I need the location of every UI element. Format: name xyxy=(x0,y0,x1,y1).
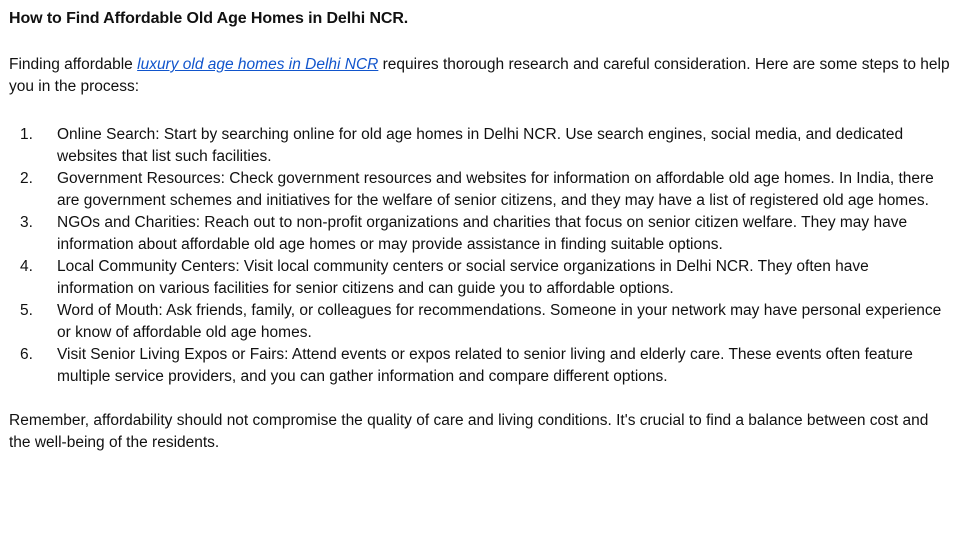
list-item xyxy=(9,300,950,344)
intro-text-after-link: requires thorough research and careful consideration. Here are some steps to help you in the process: xyxy=(9,56,950,95)
list-item xyxy=(9,124,950,168)
list-item xyxy=(9,256,950,300)
list-item-text: Online Search: Start by searching online for old age homes in Delhi NCR. Use search engines, social media, and dedicated websites that list such facilities. xyxy=(57,126,904,165)
list-item xyxy=(9,212,950,256)
list-item-number: 4. xyxy=(20,258,33,275)
list-item-text: Government Resources: Check government resources and websites for information on affordable old age homes. In India, there are government schemes and initiatives for the welfare of senior citizens, and they may have a list of registered old age homes. xyxy=(57,170,934,209)
list-item-text: Visit Senior Living Expos or Fairs: Attend events or expos related to senior living and elderly care. These events often feature multiple service providers, and you can gather information and compare different options. xyxy=(57,346,913,385)
intro-paragraph xyxy=(9,54,950,98)
list-item xyxy=(9,168,950,212)
list-item-number: 3. xyxy=(20,214,33,231)
list-item xyxy=(9,344,950,388)
list-item-text: Local Community Centers: Visit local community centers or social service organizations in Delhi NCR. They often have information on various facilities for senior citizens and can guide you to affordable options. xyxy=(57,258,869,297)
intro-text-before-link: Finding affordable xyxy=(9,56,138,73)
list-item-text: Word of Mouth: Ask friends, family, or colleagues for recommendations. Someone in your network may have personal experience or know of affordable old age homes. xyxy=(57,302,942,341)
list-item-number: 2. xyxy=(20,170,33,187)
list-item-number: 5. xyxy=(20,302,33,319)
list-item-number: 1. xyxy=(20,126,33,143)
list-item-number: 6. xyxy=(20,346,33,363)
luxury-old-age-homes-link[interactable]: luxury old age homes in Delhi NCR xyxy=(137,56,379,73)
closing-paragraph: Remember, affordability should not compromise the quality of care and living conditions. It's crucial to find a balance between cost and the well-being of the residents. xyxy=(9,412,929,451)
steps-list xyxy=(9,124,950,388)
list-item-text: NGOs and Charities: Reach out to non-profit organizations and charities that focus on senior citizen welfare. They may have information about affordable old age homes or may provide assistance in finding suitable options. xyxy=(57,214,908,253)
page-title: How to Find Affordable Old Age Homes in Delhi NCR. xyxy=(9,10,409,27)
